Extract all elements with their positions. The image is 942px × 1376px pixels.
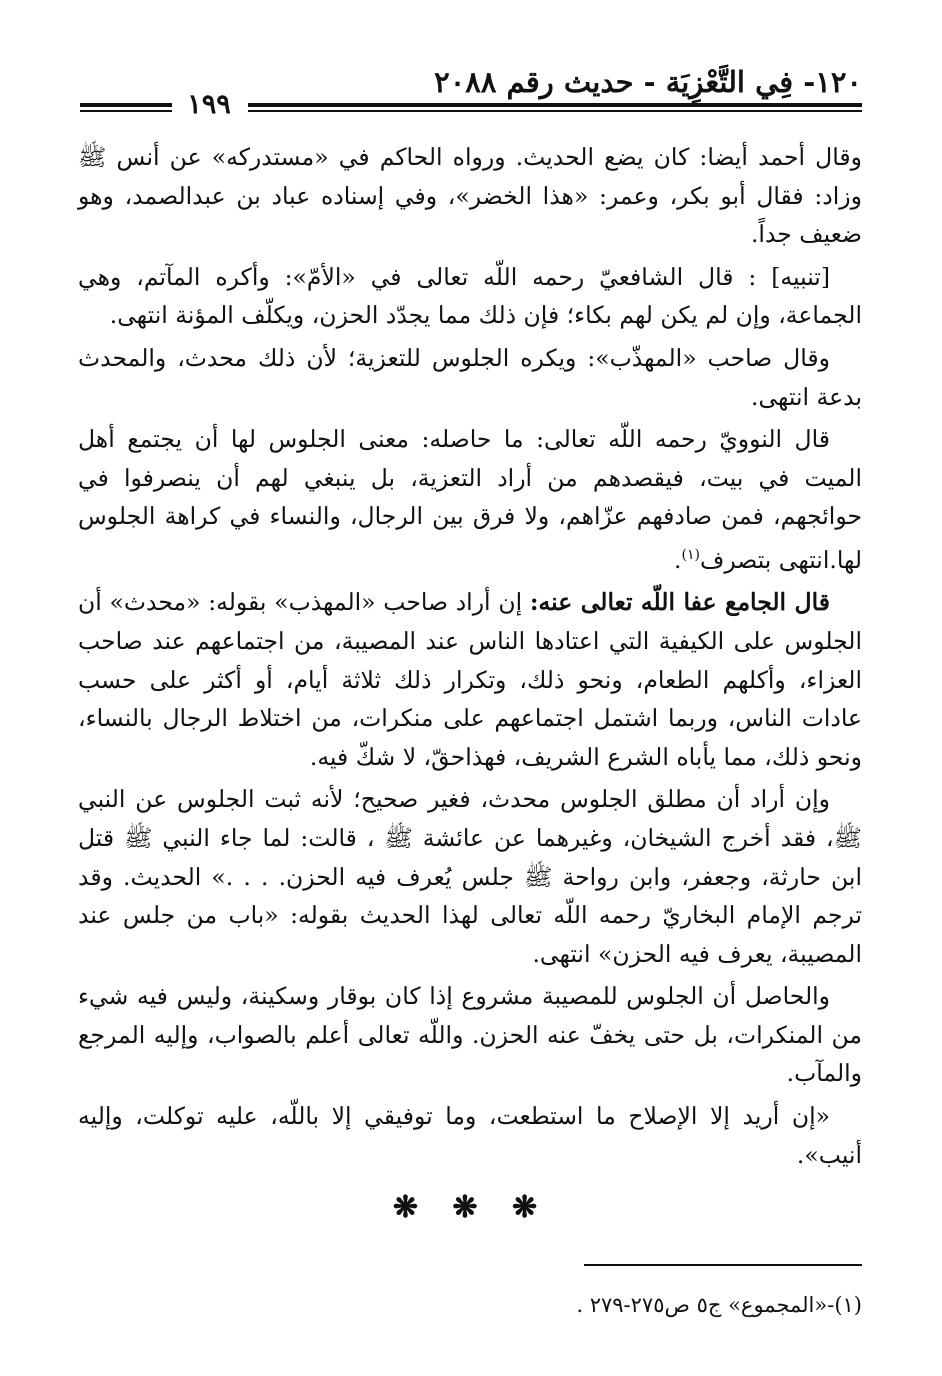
paragraph-lead: قال الجامع عفا اللّه تعالى عنه:	[529, 588, 830, 617]
paragraph	[78, 138, 862, 254]
paragraph	[78, 258, 862, 335]
paragraph	[78, 420, 862, 579]
paragraph-text: وقال أحمد أيضا: كان يضع الحديث. ورواه الحاكم في «مستدركه» عن أنس ﷺ وزاد: فقال أبو بكر، وعمر: «هذا الخضر»، وفي إسناده عباد بن عبدالصمد، وهو ضعيف جداً.	[78, 143, 862, 249]
main-text	[78, 138, 862, 1178]
paragraph-text: «إن أريد إلا الإصلاح ما استطعت، وما توفيقي إلا باللّه، عليه توكلت، وإليه أنيب».	[78, 1102, 862, 1169]
section-separator: ❋ ❋ ❋	[392, 1190, 550, 1225]
paragraph	[78, 977, 862, 1093]
paragraph-text: والحاصل أن الجلوس للمصيبة مشروع إذا كان بوقار وسكينة، وليس فيه شيء من المنكرات، بل حتى يخفّ عنه الحزن. واللّه تعالى أعلم بالصواب، وإليه المرجع والمآب.	[78, 982, 862, 1088]
page-number: ١٩٩	[187, 89, 231, 120]
header-rule-left-thick	[80, 103, 172, 107]
footnote-reference: (١)	[681, 546, 700, 563]
paragraph-text: وإن أراد أن مطلق الجلوس محدث، فغير صحيح؛ لأنه ثبت الجلوس عن النبي ﷺ، فقد أخرج الشيخان، وغيرهما عن عائشة ﷺ ، قالت: لما جاء النبي ﷺ قتل ابن حارثة، وجعفر، وابن رواحة ﷺ جلس يُعرف فيه الحزن. . . .» الحديث. وقد ترجم الإمام البخاريّ رحمه اللّه تعالى لهذا الحديث بقوله: «باب من جلس عند المصيبة، يعرف فيه الحزن» انتهى.	[78, 785, 862, 968]
paragraph	[78, 1097, 862, 1174]
header-rule-right-thick	[248, 103, 862, 107]
paragraph-text: قال النوويّ رحمه اللّه تعالى: ما حاصله: معنى الجلوس لها أن يجتمع أهل الميت في بيت، فيقصدهم من أراد التعزية، بل ينبغي لهم أن ينصرفوا في حوائجهم، فمن صادفهم عزّاهم، ولا فرق بين الرجال، والنساء في كراهة الجلوس لها.انتهى بتصرف	[78, 425, 862, 574]
header-rule-left-thin	[80, 110, 172, 112]
paragraph-text: [تنبيه] : قال الشافعيّ رحمه اللّه تعالى في «الأمّ»: وأكره المآتم، وهي الجماعة، وإن لم يكن لهم بكاء؛ فإن ذلك مما يجدّد الحزن، ويكلّف المؤنة انتهى.	[78, 262, 862, 330]
paragraph-tail: .	[674, 545, 682, 574]
running-title: ١٢٠- فِي التَّعْزِيَة - حديث رقم ٢٠٨٨	[434, 65, 862, 99]
paragraph	[78, 583, 862, 776]
paragraph-text: وقال صاحب «المهذّب»: ويكره الجلوس للتعزية؛ لأن ذلك محدث، والمحدث بدعة انتهى.	[78, 343, 862, 411]
footnote: (١)-«المجموع» ج٥ ص٢٧٥-٢٧٩ .	[576, 1293, 862, 1317]
paragraph	[78, 339, 862, 416]
footnote-rule	[584, 1264, 862, 1266]
header-rule-right-thin	[248, 110, 862, 112]
paragraph-text: إن أراد صاحب «المهذب» بقوله: «محدث» أن الجلوس على الكيفية التي اعتادها الناس عند المصيبة، من اجتماعهم عند صاحب العزاء، وأكلهم الطعام، ونحو ذلك، وتكرار ذلك ثلاثة أيام، أو أكثر على حسب عادات الناس، وربما اشتمل اجتماعهم على منكرات، من اختلاط الرجال بالنساء، ونحو ذلك، مما يأباه الشرع الشريف، فهذاحقّ، لا شكّ فيه.	[78, 588, 862, 771]
paragraph	[78, 780, 862, 973]
